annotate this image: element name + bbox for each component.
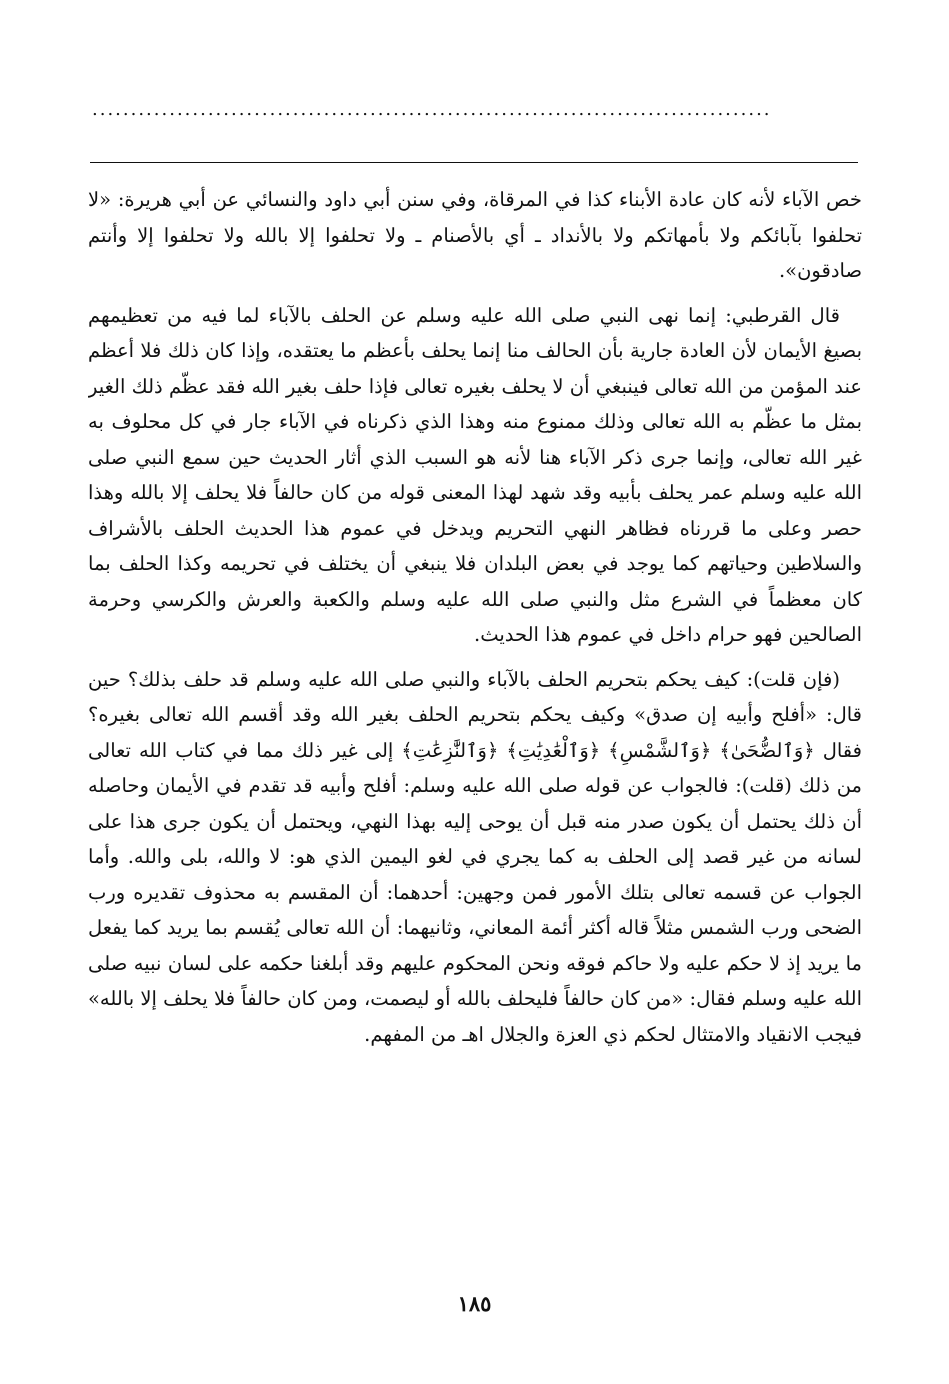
dotted-separator: ........................................................................................	[92, 100, 772, 120]
paragraph-2: قال القرطبي: إنما نهى النبي صلى الله عليه وسلم عن الحلف بالآباء لما فيه من تعظيمهم بصيغ الأيمان لأن العادة جارية بأن الحالف منا إنما يحلف بأعظم ما يعتقده، وإذا كان ذلك فلا أعظم عند المؤمن من الله تعالى فينبغي أن لا يحلف بغيره تعالى فإذا حلف بغير الله فقد عظّم ذلك الغير بمثل ما عظّم به الله تعالى وذلك ممنوع منه وهذا الذي ذكرناه في الآباء جار في كل محلوف به غير الله تعالى، وإنما جرى ذكر الآباء هنا لأنه هو السبب الذي أثار الحديث حين سمع النبي صلى الله عليه وسلم عمر يحلف بأبيه وقد شهد لهذا المعنى قوله من كان حالفاً فلا يحلف إلا بالله وهذا حصر وعلى ما قررناه فظاهر النهي التحريم ويدخل في عموم هذا الحديث الحلف بالأشراف والسلاطين وحياتهم كما يوجد في بعض البلدان فلا ينبغي أن يختلف في تحريمه وكذا الحلف بما كان معظماً في الشرع مثل والنبي صلى الله عليه وسلم والكعبة والعرش والكرسي وحرمة الصالحين فهو حرام داخل في عموم هذا الحديث.	[88, 303, 862, 646]
paragraph-3: (فإن قلت): كيف يحكم بتحريم الحلف بالآباء والنبي صلى الله عليه وسلم قد حلف بذلك؟ حين قال: «أفلح وأبيه إن صدق» وكيف يحكم بتحريم الحلف بغير الله وقد أقسم الله تعالى بغيره؟ فقال ﴿وَٱلضُّحَىٰ﴾ ﴿وَٱلشَّمْسِ﴾ ﴿وَٱلْعَٰدِيَٰتِ﴾ ﴿وَٱلنَّٰزِعَٰتِ﴾ إلى غير ذلك مما في كتاب الله تعالى من ذلك (قلت): فالجواب عن قوله صلى الله عليه وسلم: أفلح وأبيه قد تقدم في الأيمان وحاصله أن ذلك يحتمل أن يكون صدر منه قبل أن يوحى إليه بهذا النهي، ويحتمل أن يكون جرى هذا على لسانه من غير قصد إلى الحلف به كما يجري في لغو اليمين الذي هو: لا والله، بلى والله. وأما الجواب عن قسمه تعالى بتلك الأمور فمن وجهين: أحدهما: أن المقسم به محذوف تقديره ورب الضحى ورب الشمس مثلاً قاله أكثر أئمة المعاني، وثانيهما: أن الله تعالى يُقسم بما يريد كما يفعل ما يريد إذ لا حكم عليه ولا حاكم فوقه ونحن المحكوم عليهم وقد أبلغنا حكمه على لسان نبيه صلى الله عليه وسلم فقال: «من كان حالفاً فليحلف بالله أو ليصمت، ومن كان حالفاً فلا يحلف إلا بالله» فيجب الانقياد والامتثال لحكم ذي العزة والجلال اهـ من المفهم.	[88, 667, 862, 1046]
page-number: ١٨٥	[457, 1291, 492, 1316]
body-text	[88, 182, 862, 1272]
paragraph-1: خص الآباء لأنه كان عادة الأبناء كذا في المرقاة، وفي سنن أبي داود والنسائي عن أبي هريرة: «لا تحلفوا بآبائكم ولا بأمهاتكم ولا بالأنداد ـ أي بالأصنام ـ ولا تحلفوا إلا بالله ولا تحلفوا إلا وأنتم صادقون».	[88, 188, 862, 282]
horizontal-rule	[90, 162, 858, 163]
